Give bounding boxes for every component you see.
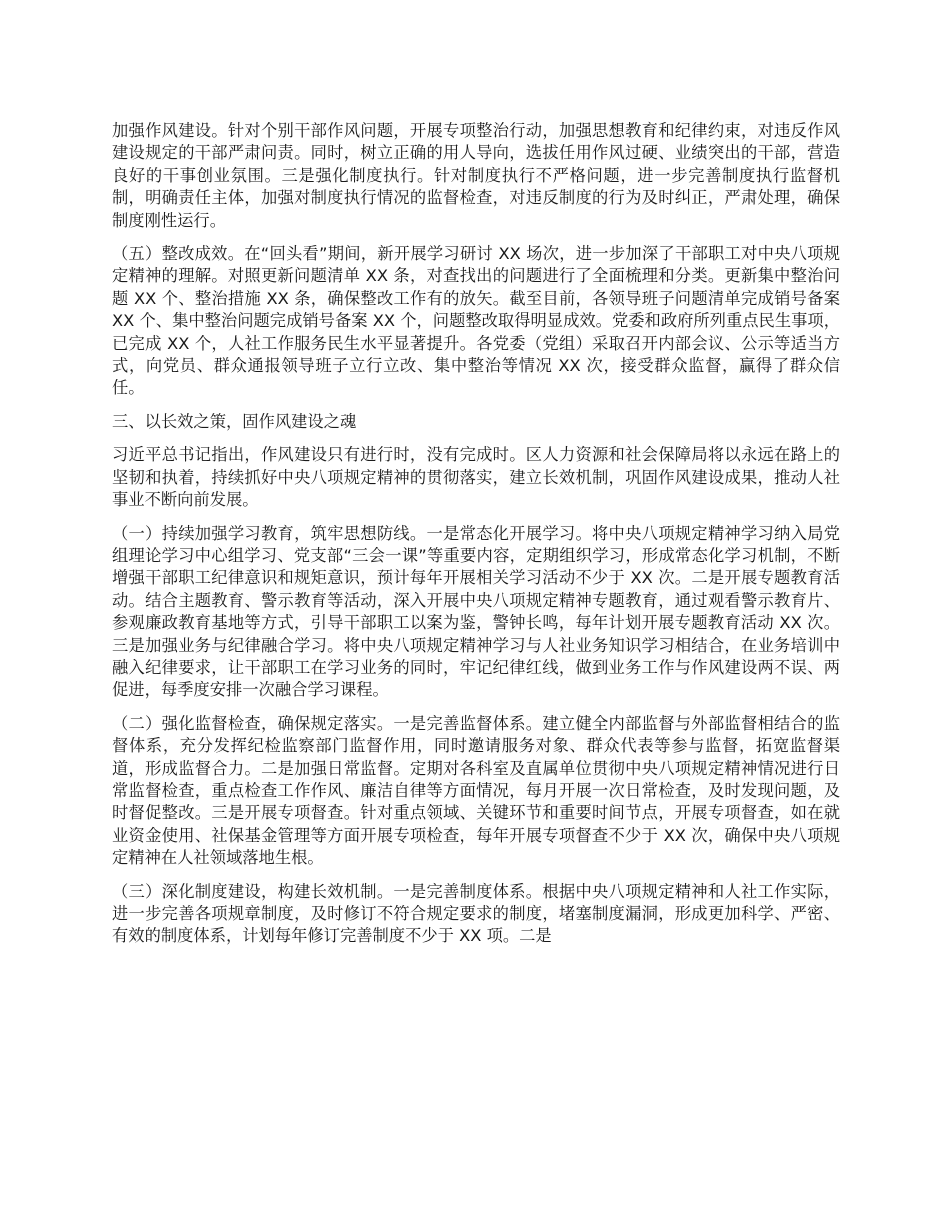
- paragraph-style-construction: 加强作风建设。针对个别干部作风问题，开展专项整治行动，加强思想教育和纪律约束，对违反作风建设规定的干部严肃问责。同时，树立正确的用人导向，选拔任用作风过硬、业绩突出的干部，营造良好的干事创业氛围。三是强化制度执行。针对制度执行不严格问题，进一步完善制度执行监督机制，明确责任主体，加强对制度执行情况的监督检查，对违反制度的行为及时纠正，严肃处理，确保制度刚性运行。: [112, 121, 840, 230]
- paragraph-supervision: （二）强化监督检查，确保规定落实。一是完善监督体系。建立健全内部监督与外部监督相结合的监督体系，充分发挥纪检监察部门监督作用，同时邀请服务对象、群众代表等参与监督，拓宽监督渠道，形成监督合力。二是加强日常监督。定期对各科室及直属单位贯彻中央八项规定精神情况进行日常监督检查，重点检查工作作风、廉洁自律等方面情况，每月开展一次日常检查，及时发现问题，及时督促整改。三是开展专项督查。针对重点领域、关键环节和重要时间节点，开展专项督查，如在就业资金使用、社保基金管理等方面开展专项检查，每年开展专项督查不少于 XX 次，确保中央八项规定精神在人社领域落地生根。: [112, 713, 840, 868]
- paragraph-rectification-results: （五）整改成效。在“回头看”期间，新开展学习研讨 XX 场次，进一步加深了干部职工对中央八项规定精神的理解。对照更新问题清单 XX 条，对查找出的问题进行了全面梳理和分类。更新集中整治问题 XX 个、整治措施 XX 条，确保整改工作有的放矢。截至目前，各领导班子问题清单完成销号备案 XX 个、集中整治问题完成销号备案 XX 个，问题整改取得明显成效。党委和政府所列重点民生事项，已完成 XX 个，人社工作服务民生水平显著提升。各党委（党组）采取召开内部会议、公示等适当方式，向党员、群众通报领导班子立行立改、集中整治等情况 XX 次，接受群众监督，赢得了群众信任。: [112, 244, 840, 398]
- paragraph-intro-long-term: 习近平总书记指出，作风建设只有进行时，没有完成时。区人力资源和社会保障局将以永远在路上的坚韧和执着，持续抓好中央八项规定精神的贯彻落实，建立长效机制，巩固作风建设成果，推动人社事业不断向前发展。: [112, 445, 840, 510]
- paragraph-study-education: （一）持续加强学习教育，筑牢思想防线。一是常态化开展学习。将中央八项规定精神学习纳入局党组理论学习中心组学习、党支部“三会一课”等重要内容，定期组织学习，形成常态化学习机制，不断增强干部职工纪律意识和规矩意识，预计每年开展相关学习活动不少于 XX 次。二是开展专题教育活动。结合主题教育、警示教育等活动，深入开展中央八项规定精神专题教育，通过观看警示教育片、参观廉政教育基地等方式，引导干部职工以案为鉴，警钟长鸣，每年计划开展专题教育活动 XX 次。三是加强业务与纪律融合学习。将中央八项规定精神学习与人社业务知识学习相结合，在业务培训中融入纪律要求，让干部职工在学习业务的同时，牢记纪律红线，做到业务工作与作风建设两不误、两促进，每季度安排一次融合学习课程。: [112, 523, 840, 700]
- document-body: [112, 120, 840, 959]
- paragraph-system-building: （三）深化制度建设，构建长效机制。一是完善制度体系。根据中央八项规定精神和人社工作实际，进一步完善各项规章制度，及时修订不符合规定要求的制度，堵塞制度漏洞，形成更加科学、严密、有效的制度体系，计划每年修订完善制度不少于 XX 项。二是: [112, 881, 840, 946]
- section-heading-long-term: 三、以长效之策，固作风建设之魂: [112, 411, 357, 431]
